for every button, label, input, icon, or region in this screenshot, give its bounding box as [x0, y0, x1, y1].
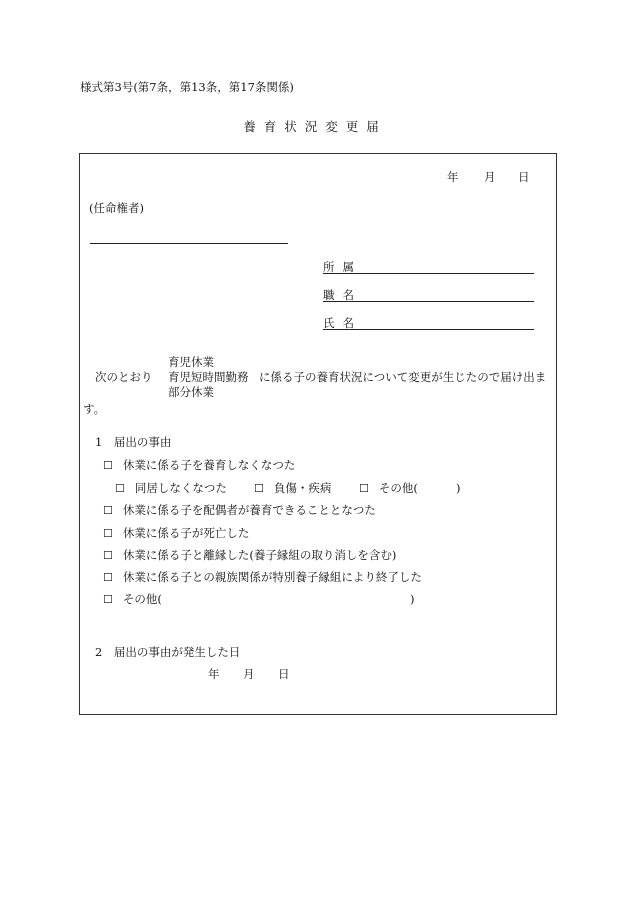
- form-frame: [79, 153, 557, 715]
- document-title: 養育状況変更届: [243, 119, 387, 134]
- addressee-input-line[interactable]: [90, 243, 288, 244]
- reason-item[interactable]: [103, 572, 422, 584]
- section2-title: 2 届出の事由が発生した日: [95, 645, 241, 659]
- name-label: 氏名: [323, 316, 362, 330]
- body-suffix: に係る子の養育状況について変更が生じたので届け出ま: [259, 370, 547, 384]
- reason-item[interactable]: [103, 594, 162, 606]
- reason-label: 休業に係る子を配偶者が養育できることとなつた: [122, 503, 376, 517]
- sub-reason-label: 同居しなくなつた: [134, 481, 227, 495]
- sub-other-close: ): [456, 481, 461, 495]
- checkbox-icon[interactable]: ☐: [103, 549, 113, 562]
- occurrence-month-label: 月: [243, 667, 255, 681]
- leave-option-short-hours[interactable]: 育児短時間勤務: [168, 370, 249, 384]
- position-input-line[interactable]: [323, 301, 534, 302]
- date-day-label: 日: [518, 170, 530, 184]
- occurrence-day-label: 日: [278, 667, 290, 681]
- reason-item[interactable]: [103, 528, 249, 540]
- sub-reason-label: 負傷・疾病: [273, 481, 332, 495]
- date-month-label: 月: [484, 170, 496, 184]
- reason-item[interactable]: [103, 505, 376, 517]
- form-number: 様式第3号(第7条，第13条，第17条関係): [80, 80, 294, 94]
- body-prefix: 次のとおり: [95, 370, 153, 384]
- checkbox-icon[interactable]: ☐: [115, 482, 125, 495]
- checkbox-icon[interactable]: ☐: [103, 504, 113, 517]
- name-input-line[interactable]: [323, 329, 534, 330]
- reason-label: 休業に係る子が死亡した: [122, 526, 250, 540]
- other-close: ): [410, 592, 415, 606]
- sub-reason-item[interactable]: [359, 483, 418, 495]
- reason-item[interactable]: [103, 460, 295, 472]
- checkbox-icon[interactable]: ☐: [103, 571, 113, 584]
- checkbox-icon[interactable]: ☐: [103, 527, 113, 540]
- sub-reason-label: その他(: [378, 481, 418, 495]
- position-label: 職名: [323, 288, 362, 302]
- addressee-label: (任命権者): [89, 201, 144, 215]
- checkbox-icon[interactable]: ☐: [103, 459, 113, 472]
- sub-reason-item[interactable]: [254, 483, 331, 495]
- affiliation-label: 所属: [323, 260, 362, 274]
- checkbox-icon[interactable]: ☐: [254, 482, 264, 495]
- checkbox-icon[interactable]: ☐: [103, 593, 113, 606]
- leave-option-childcare[interactable]: 育児休業: [168, 355, 214, 369]
- affiliation-input-line[interactable]: [323, 273, 534, 274]
- section1-title: 1 届出の事由: [95, 435, 172, 449]
- reason-label: 休業に係る子と離縁した(養子縁組の取り消しを含む): [122, 548, 397, 562]
- reason-label: その他(: [122, 592, 162, 606]
- date-year-label: 年: [447, 170, 459, 184]
- reason-label: 休業に係る子との親族関係が特別養子縁組により終了した: [122, 570, 422, 584]
- occurrence-year-label: 年: [208, 667, 220, 681]
- reason-item[interactable]: [103, 550, 396, 562]
- checkbox-icon[interactable]: ☐: [359, 482, 369, 495]
- body-continuation: す。: [83, 402, 106, 416]
- reason-label: 休業に係る子を養育しなくなつた: [122, 458, 296, 472]
- leave-option-partial[interactable]: 部分休業: [168, 385, 214, 399]
- sub-reason-item[interactable]: [115, 483, 227, 495]
